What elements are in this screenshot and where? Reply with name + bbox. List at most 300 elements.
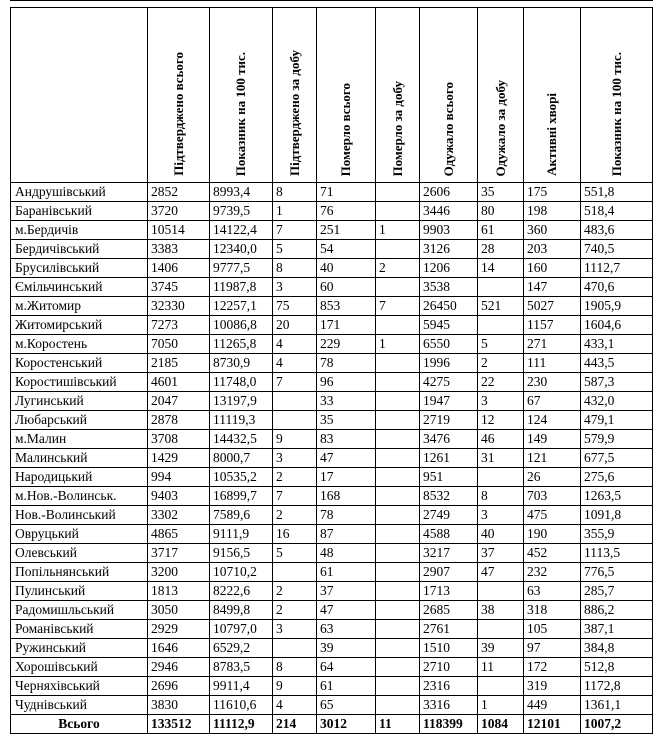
cell-col-6: 9903 bbox=[420, 221, 478, 240]
cell-col-8: 147 bbox=[524, 278, 581, 297]
cell-col-6: 2710 bbox=[420, 658, 478, 677]
cell-col-2: 10535,2 bbox=[210, 468, 273, 487]
cell-col-1: 3720 bbox=[148, 202, 210, 221]
district-name: Брусилівський bbox=[11, 259, 148, 278]
cell-col-9: 1361,1 bbox=[581, 696, 653, 715]
cell-col-9: 677,5 bbox=[581, 449, 653, 468]
cell-col-5 bbox=[376, 373, 420, 392]
header-col-5 bbox=[376, 8, 420, 183]
cell-col-2: 8000,7 bbox=[210, 449, 273, 468]
cell-col-2: 10710,2 bbox=[210, 563, 273, 582]
cell-col-8: 230 bbox=[524, 373, 581, 392]
cell-col-5 bbox=[376, 449, 420, 468]
cell-col-5: 7 bbox=[376, 297, 420, 316]
total-col-1: 133512 bbox=[148, 715, 210, 734]
cell-col-9: 1091,8 bbox=[581, 506, 653, 525]
cell-col-9: 886,2 bbox=[581, 601, 653, 620]
previous-table-border bbox=[10, 0, 653, 7]
district-name: Пулинський bbox=[11, 582, 148, 601]
cell-col-9: 387,1 bbox=[581, 620, 653, 639]
district-name: Нов.-Волинський bbox=[11, 506, 148, 525]
table-row bbox=[11, 297, 653, 316]
cell-col-8: 67 bbox=[524, 392, 581, 411]
header-label: Активні хворі bbox=[544, 93, 559, 176]
cell-col-2: 9111,9 bbox=[210, 525, 273, 544]
cell-col-9: 512,8 bbox=[581, 658, 653, 677]
header-col-2 bbox=[210, 8, 273, 183]
cell-col-4: 17 bbox=[317, 468, 376, 487]
covid-stats-table bbox=[10, 7, 653, 734]
header-label: Показник на 100 тис. bbox=[608, 51, 624, 176]
cell-col-3: 8 bbox=[273, 259, 317, 278]
cell-col-5 bbox=[376, 411, 420, 430]
cell-col-8: 360 bbox=[524, 221, 581, 240]
cell-col-2: 11748,0 bbox=[210, 373, 273, 392]
cell-col-8: 452 bbox=[524, 544, 581, 563]
cell-col-1: 1429 bbox=[148, 449, 210, 468]
cell-col-3: 4 bbox=[273, 335, 317, 354]
cell-col-7: 8 bbox=[478, 487, 524, 506]
header-col-9 bbox=[581, 8, 653, 183]
cell-col-1: 2878 bbox=[148, 411, 210, 430]
cell-col-1: 1813 bbox=[148, 582, 210, 601]
cell-col-3: 5 bbox=[273, 240, 317, 259]
district-name: Ружинський bbox=[11, 639, 148, 658]
cell-col-9: 587,3 bbox=[581, 373, 653, 392]
cell-col-8: 160 bbox=[524, 259, 581, 278]
cell-col-6: 2685 bbox=[420, 601, 478, 620]
cell-col-8: 475 bbox=[524, 506, 581, 525]
cell-col-7: 22 bbox=[478, 373, 524, 392]
cell-col-9: 285,7 bbox=[581, 582, 653, 601]
cell-col-6: 26450 bbox=[420, 297, 478, 316]
cell-col-8: 97 bbox=[524, 639, 581, 658]
cell-col-6: 2316 bbox=[420, 677, 478, 696]
cell-col-1: 2946 bbox=[148, 658, 210, 677]
district-name: Баранівський bbox=[11, 202, 148, 221]
cell-col-8: 318 bbox=[524, 601, 581, 620]
table-row bbox=[11, 506, 653, 525]
cell-col-5 bbox=[376, 354, 420, 373]
district-name: Коростишівський bbox=[11, 373, 148, 392]
table-row bbox=[11, 449, 653, 468]
table-row bbox=[11, 373, 653, 392]
cell-col-6: 6550 bbox=[420, 335, 478, 354]
cell-col-8: 198 bbox=[524, 202, 581, 221]
cell-col-4: 171 bbox=[317, 316, 376, 335]
cell-col-5: 1 bbox=[376, 221, 420, 240]
cell-col-9: 776,5 bbox=[581, 563, 653, 582]
table-row bbox=[11, 639, 653, 658]
cell-col-5 bbox=[376, 316, 420, 335]
table-row bbox=[11, 392, 653, 411]
cell-col-8: 175 bbox=[524, 183, 581, 202]
cell-col-9: 551,8 bbox=[581, 183, 653, 202]
header-col-3 bbox=[273, 8, 317, 183]
district-name: Овруцький bbox=[11, 525, 148, 544]
cell-col-5 bbox=[376, 240, 420, 259]
cell-col-4: 853 bbox=[317, 297, 376, 316]
cell-col-3: 2 bbox=[273, 506, 317, 525]
cell-col-2: 9777,5 bbox=[210, 259, 273, 278]
cell-col-1: 3302 bbox=[148, 506, 210, 525]
cell-col-3: 4 bbox=[273, 696, 317, 715]
cell-col-7: 40 bbox=[478, 525, 524, 544]
cell-col-8: 319 bbox=[524, 677, 581, 696]
cell-col-4: 76 bbox=[317, 202, 376, 221]
total-col-5: 11 bbox=[376, 715, 420, 734]
cell-col-8: 172 bbox=[524, 658, 581, 677]
cell-col-5 bbox=[376, 430, 420, 449]
cell-col-4: 63 bbox=[317, 620, 376, 639]
cell-col-3: 2 bbox=[273, 601, 317, 620]
district-name: Коростенський bbox=[11, 354, 148, 373]
cell-col-2: 11610,6 bbox=[210, 696, 273, 715]
cell-col-2: 8499,8 bbox=[210, 601, 273, 620]
cell-col-1: 3830 bbox=[148, 696, 210, 715]
district-name: Бердичівський bbox=[11, 240, 148, 259]
cell-col-2: 10086,8 bbox=[210, 316, 273, 335]
table-row bbox=[11, 601, 653, 620]
header-row bbox=[11, 8, 653, 183]
cell-col-2: 12340,0 bbox=[210, 240, 273, 259]
cell-col-3: 9 bbox=[273, 677, 317, 696]
district-name: Малинський bbox=[11, 449, 148, 468]
cell-col-2: 10797,0 bbox=[210, 620, 273, 639]
cell-col-7 bbox=[478, 677, 524, 696]
header-label: Померло всього bbox=[338, 82, 353, 176]
cell-col-8: 121 bbox=[524, 449, 581, 468]
cell-col-9: 740,5 bbox=[581, 240, 653, 259]
cell-col-4: 35 bbox=[317, 411, 376, 430]
cell-col-5 bbox=[376, 183, 420, 202]
cell-col-8: 271 bbox=[524, 335, 581, 354]
cell-col-1: 7050 bbox=[148, 335, 210, 354]
cell-col-5 bbox=[376, 392, 420, 411]
cell-col-7: 28 bbox=[478, 240, 524, 259]
cell-col-9: 470,6 bbox=[581, 278, 653, 297]
cell-col-7: 1 bbox=[478, 696, 524, 715]
cell-col-7: 2 bbox=[478, 354, 524, 373]
cell-col-3 bbox=[273, 563, 317, 582]
district-name: м.Житомир bbox=[11, 297, 148, 316]
cell-col-6: 1206 bbox=[420, 259, 478, 278]
cell-col-3: 2 bbox=[273, 582, 317, 601]
cell-col-7: 14 bbox=[478, 259, 524, 278]
header-label: Одужало всього bbox=[440, 81, 456, 176]
cell-col-3: 1 bbox=[273, 202, 317, 221]
table-row bbox=[11, 620, 653, 639]
cell-col-1: 32330 bbox=[148, 297, 210, 316]
header-label: Померло за добу bbox=[389, 80, 405, 176]
cell-col-5 bbox=[376, 506, 420, 525]
cell-col-4: 71 bbox=[317, 183, 376, 202]
cell-col-9: 1113,5 bbox=[581, 544, 653, 563]
district-name: Народицький bbox=[11, 468, 148, 487]
cell-col-1: 1406 bbox=[148, 259, 210, 278]
cell-col-7 bbox=[478, 316, 524, 335]
cell-col-2: 7589,6 bbox=[210, 506, 273, 525]
header-label: Одужало за добу bbox=[492, 79, 508, 176]
cell-col-6: 1713 bbox=[420, 582, 478, 601]
cell-col-7: 61 bbox=[478, 221, 524, 240]
table-row bbox=[11, 202, 653, 221]
cell-col-5 bbox=[376, 639, 420, 658]
district-name: Житомирський bbox=[11, 316, 148, 335]
cell-col-2: 8222,6 bbox=[210, 582, 273, 601]
header-col-7 bbox=[478, 8, 524, 183]
cell-col-3: 8 bbox=[273, 658, 317, 677]
cell-col-1: 3708 bbox=[148, 430, 210, 449]
cell-col-8: 63 bbox=[524, 582, 581, 601]
cell-col-5 bbox=[376, 544, 420, 563]
cell-col-1: 3050 bbox=[148, 601, 210, 620]
header-col-4 bbox=[317, 8, 376, 183]
total-col-3: 214 bbox=[273, 715, 317, 734]
cell-col-4: 78 bbox=[317, 506, 376, 525]
cell-col-2: 8730,9 bbox=[210, 354, 273, 373]
cell-col-5 bbox=[376, 696, 420, 715]
cell-col-6: 3316 bbox=[420, 696, 478, 715]
cell-col-4: 61 bbox=[317, 677, 376, 696]
cell-col-8: 105 bbox=[524, 620, 581, 639]
total-col-7: 1084 bbox=[478, 715, 524, 734]
cell-col-7: 39 bbox=[478, 639, 524, 658]
cell-col-9: 443,5 bbox=[581, 354, 653, 373]
cell-col-3 bbox=[273, 392, 317, 411]
cell-col-3: 3 bbox=[273, 278, 317, 297]
cell-col-8: 449 bbox=[524, 696, 581, 715]
cell-col-5 bbox=[376, 278, 420, 297]
cell-col-1: 10514 bbox=[148, 221, 210, 240]
cell-col-3: 2 bbox=[273, 468, 317, 487]
cell-col-4: 61 bbox=[317, 563, 376, 582]
cell-col-9: 432,0 bbox=[581, 392, 653, 411]
cell-col-6: 951 bbox=[420, 468, 478, 487]
cell-col-6: 3446 bbox=[420, 202, 478, 221]
table-row bbox=[11, 658, 653, 677]
cell-col-1: 3200 bbox=[148, 563, 210, 582]
table-row bbox=[11, 696, 653, 715]
cell-col-6: 2907 bbox=[420, 563, 478, 582]
cell-col-5 bbox=[376, 677, 420, 696]
cell-col-3: 8 bbox=[273, 183, 317, 202]
district-name: Чуднівський bbox=[11, 696, 148, 715]
cell-col-4: 54 bbox=[317, 240, 376, 259]
district-name: Радомишльський bbox=[11, 601, 148, 620]
cell-col-3: 3 bbox=[273, 620, 317, 639]
cell-col-9: 1905,9 bbox=[581, 297, 653, 316]
district-name: м.Малин bbox=[11, 430, 148, 449]
cell-col-6: 2719 bbox=[420, 411, 478, 430]
cell-col-2: 9739,5 bbox=[210, 202, 273, 221]
cell-col-3: 20 bbox=[273, 316, 317, 335]
district-name: Лугинський bbox=[11, 392, 148, 411]
cell-col-9: 433,1 bbox=[581, 335, 653, 354]
total-col-8: 12101 bbox=[524, 715, 581, 734]
cell-col-4: 33 bbox=[317, 392, 376, 411]
table-row bbox=[11, 430, 653, 449]
cell-col-1: 3383 bbox=[148, 240, 210, 259]
cell-col-6: 2761 bbox=[420, 620, 478, 639]
cell-col-7: 12 bbox=[478, 411, 524, 430]
cell-col-1: 3745 bbox=[148, 278, 210, 297]
cell-col-6: 1261 bbox=[420, 449, 478, 468]
cell-col-9: 518,4 bbox=[581, 202, 653, 221]
total-col-4: 3012 bbox=[317, 715, 376, 734]
cell-col-7: 5 bbox=[478, 335, 524, 354]
cell-col-1: 4865 bbox=[148, 525, 210, 544]
header-district bbox=[11, 8, 148, 183]
district-name: Андрушівський bbox=[11, 183, 148, 202]
table-row bbox=[11, 468, 653, 487]
cell-col-2: 9156,5 bbox=[210, 544, 273, 563]
table-row bbox=[11, 221, 653, 240]
cell-col-1: 3717 bbox=[148, 544, 210, 563]
cell-col-3: 4 bbox=[273, 354, 317, 373]
cell-col-8: 26 bbox=[524, 468, 581, 487]
cell-col-4: 65 bbox=[317, 696, 376, 715]
cell-col-8: 232 bbox=[524, 563, 581, 582]
cell-col-4: 64 bbox=[317, 658, 376, 677]
cell-col-7: 80 bbox=[478, 202, 524, 221]
table-row bbox=[11, 411, 653, 430]
cell-col-4: 168 bbox=[317, 487, 376, 506]
cell-col-8: 203 bbox=[524, 240, 581, 259]
total-row bbox=[11, 715, 653, 734]
cell-col-4: 83 bbox=[317, 430, 376, 449]
cell-col-7 bbox=[478, 620, 524, 639]
cell-col-7: 38 bbox=[478, 601, 524, 620]
cell-col-4: 96 bbox=[317, 373, 376, 392]
cell-col-7 bbox=[478, 278, 524, 297]
cell-col-6: 3126 bbox=[420, 240, 478, 259]
cell-col-7: 35 bbox=[478, 183, 524, 202]
table-row bbox=[11, 354, 653, 373]
cell-col-8: 703 bbox=[524, 487, 581, 506]
cell-col-2: 9911,4 bbox=[210, 677, 273, 696]
cell-col-7: 3 bbox=[478, 506, 524, 525]
cell-col-9: 355,9 bbox=[581, 525, 653, 544]
table-row bbox=[11, 278, 653, 297]
cell-col-2: 11987,8 bbox=[210, 278, 273, 297]
cell-col-1: 7273 bbox=[148, 316, 210, 335]
cell-col-1: 994 bbox=[148, 468, 210, 487]
table-row bbox=[11, 335, 653, 354]
district-name: м.Бердичів bbox=[11, 221, 148, 240]
cell-col-5 bbox=[376, 658, 420, 677]
cell-col-4: 78 bbox=[317, 354, 376, 373]
cell-col-9: 1172,8 bbox=[581, 677, 653, 696]
header-col-8 bbox=[524, 8, 581, 183]
cell-col-2: 12257,1 bbox=[210, 297, 273, 316]
cell-col-6: 1510 bbox=[420, 639, 478, 658]
table-row bbox=[11, 240, 653, 259]
cell-col-2: 8993,4 bbox=[210, 183, 273, 202]
cell-col-7 bbox=[478, 582, 524, 601]
cell-col-5 bbox=[376, 563, 420, 582]
cell-col-7: 37 bbox=[478, 544, 524, 563]
header-label: Підтверджено за добу bbox=[286, 50, 302, 176]
total-col-2: 11112,9 bbox=[210, 715, 273, 734]
cell-col-3: 16 bbox=[273, 525, 317, 544]
cell-col-4: 87 bbox=[317, 525, 376, 544]
cell-col-5 bbox=[376, 582, 420, 601]
total-label: Всього bbox=[11, 715, 148, 734]
cell-col-7 bbox=[478, 468, 524, 487]
cell-col-7: 31 bbox=[478, 449, 524, 468]
cell-col-4: 47 bbox=[317, 449, 376, 468]
district-name: Любарський bbox=[11, 411, 148, 430]
cell-col-3 bbox=[273, 639, 317, 658]
district-name: м.Нов.-Волинськ. bbox=[11, 487, 148, 506]
cell-col-9: 483,6 bbox=[581, 221, 653, 240]
cell-col-7: 3 bbox=[478, 392, 524, 411]
cell-col-5 bbox=[376, 620, 420, 639]
cell-col-9: 579,9 bbox=[581, 430, 653, 449]
header-label: Підтверджено всього bbox=[170, 52, 186, 176]
cell-col-9: 275,6 bbox=[581, 468, 653, 487]
cell-col-5 bbox=[376, 601, 420, 620]
cell-col-1: 2929 bbox=[148, 620, 210, 639]
header-col-6 bbox=[420, 8, 478, 183]
cell-col-8: 1157 bbox=[524, 316, 581, 335]
cell-col-6: 8532 bbox=[420, 487, 478, 506]
cell-col-3: 75 bbox=[273, 297, 317, 316]
cell-col-8: 5027 bbox=[524, 297, 581, 316]
header-label: Показник на 100 тис. bbox=[233, 51, 248, 176]
cell-col-6: 2606 bbox=[420, 183, 478, 202]
cell-col-9: 479,1 bbox=[581, 411, 653, 430]
cell-col-6: 5945 bbox=[420, 316, 478, 335]
cell-col-5 bbox=[376, 525, 420, 544]
cell-col-2: 13197,9 bbox=[210, 392, 273, 411]
cell-col-2: 16899,7 bbox=[210, 487, 273, 506]
cell-col-4: 251 bbox=[317, 221, 376, 240]
cell-col-8: 149 bbox=[524, 430, 581, 449]
cell-col-5 bbox=[376, 468, 420, 487]
cell-col-4: 37 bbox=[317, 582, 376, 601]
cell-col-9: 1263,5 bbox=[581, 487, 653, 506]
table-row bbox=[11, 316, 653, 335]
district-name: м.Коростень bbox=[11, 335, 148, 354]
cell-col-4: 48 bbox=[317, 544, 376, 563]
cell-col-6: 1996 bbox=[420, 354, 478, 373]
cell-col-6: 4275 bbox=[420, 373, 478, 392]
cell-col-5: 2 bbox=[376, 259, 420, 278]
cell-col-1: 2696 bbox=[148, 677, 210, 696]
cell-col-2: 6529,2 bbox=[210, 639, 273, 658]
cell-col-2: 8783,5 bbox=[210, 658, 273, 677]
total-col-9: 1007,2 bbox=[581, 715, 653, 734]
cell-col-8: 190 bbox=[524, 525, 581, 544]
cell-col-7: 11 bbox=[478, 658, 524, 677]
table-row bbox=[11, 487, 653, 506]
cell-col-4: 39 bbox=[317, 639, 376, 658]
cell-col-4: 47 bbox=[317, 601, 376, 620]
cell-col-4: 229 bbox=[317, 335, 376, 354]
cell-col-5 bbox=[376, 202, 420, 221]
cell-col-6: 4588 bbox=[420, 525, 478, 544]
cell-col-1: 9403 bbox=[148, 487, 210, 506]
cell-col-2: 11265,8 bbox=[210, 335, 273, 354]
table-row bbox=[11, 544, 653, 563]
cell-col-9: 384,8 bbox=[581, 639, 653, 658]
cell-col-5 bbox=[376, 487, 420, 506]
table-row bbox=[11, 582, 653, 601]
cell-col-3 bbox=[273, 411, 317, 430]
cell-col-6: 3476 bbox=[420, 430, 478, 449]
